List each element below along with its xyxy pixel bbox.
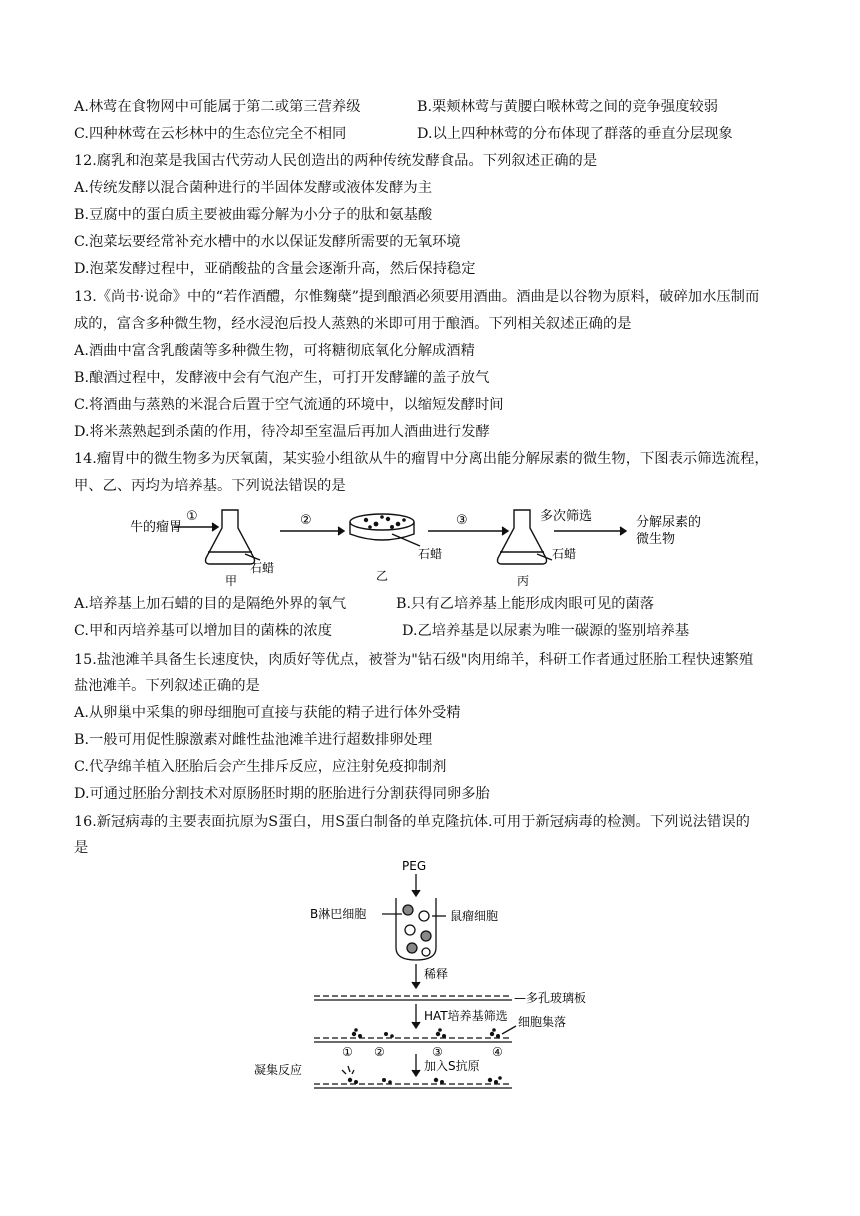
q16-hybridoma-diagram [250, 858, 610, 1098]
q12-option-b: B.豆腐中的蛋白质主要被曲霉分解为小分子的肽和氨基酸 [74, 207, 433, 223]
fig14-wax1: 石蜡 [250, 561, 275, 575]
q13-stem-line2: 成的，富含多种微生物，经水浸泡后投人蒸熟的米即可用于酿酒。下列相关叙述正确的是 [74, 316, 632, 332]
q12-option-c: C.泡菜坛要经常补充水槽中的水以保证发酵所需要的无氧环境 [74, 234, 461, 250]
fig16-agglutination: 凝集反应 [254, 1063, 303, 1077]
fig14-step3: ③ [456, 513, 468, 528]
fig14-multi: 多次筛选 [540, 509, 593, 524]
q15-option-d: D.可通过胚胎分割技术对原肠胚时期的胚胎进行分割获得同卵多胎 [74, 786, 490, 802]
q14-option-c: C.甲和丙培养基可以增加目的菌株的浓度 [74, 623, 333, 639]
q11-option-c: C.四种林莺在云杉林中的生态位完全不相同 [74, 126, 347, 142]
fig16-dilute: 稀释 [424, 967, 449, 981]
q12-option-d: D.泡菜发酵过程中，亚硝酸盐的含量会逐渐升高，然后保持稳定 [74, 261, 476, 277]
fig16-plate: —多孔玻璃板 [514, 991, 587, 1005]
fig16-peg: PEG [402, 859, 427, 873]
fig16-n4: ④ [492, 1045, 503, 1059]
fig14-label-jia: 甲 [225, 574, 238, 588]
fig14-result1: 分解尿素的 [636, 515, 702, 530]
q14-option-d: D.乙培养基是以尿素为唯一碳源的鉴别培养基 [402, 623, 690, 639]
q11-option-a: A.林莺在食物网中可能属于第二或第三营养级 [74, 99, 361, 115]
fig16-myeloma: 鼠瘤细胞 [450, 909, 499, 923]
q14-flow-diagram [130, 500, 730, 590]
flask-jia [206, 510, 255, 564]
q16-stem-line1: 16.新冠病毒的主要表面抗原为S蛋白，用S蛋白制备的单克隆抗体.可用于新冠病毒的检测。下列说法错误的 [74, 814, 750, 830]
fig14-source: 牛的瘤胃 [130, 520, 183, 535]
q15-option-b: B.一般可用促性腺激素对雌性盐池滩羊进行超数排卵处理 [74, 732, 433, 748]
q15-option-c: C.代孕绵羊植入胚胎后会产生排斥反应，应注射免疫抑制剂 [74, 759, 447, 775]
q15-stem-line2: 盐池滩羊。下列叙述正确的是 [74, 678, 260, 694]
fig16-n1: ① [342, 1045, 353, 1059]
q11-option-d: D.以上四种林莺的分布体现了群落的垂直分层现象 [417, 126, 733, 142]
q13-option-c: C.将酒曲与蒸熟的米混合后置于空气流通的环境中，以缩短发酵时间 [74, 397, 504, 413]
q15-option-a: A.从卵巢中采集的卵母细胞可直接与获能的精子进行体外受精 [74, 705, 461, 721]
q13-option-d: D.将米蒸熟起到杀菌的作用，待冷却至室温后再加人酒曲进行发酵 [74, 424, 490, 440]
fig16-b-cell: B淋巴细胞 [310, 907, 367, 921]
fig14-step1: ① [186, 509, 198, 524]
q13-stem-line1: 13.《尚书·说命》中的“若作酒醴，尔惟麴蘖”提到酿酒必须要用酒曲。酒曲是以谷物为原料，破碎加水压制而 [74, 289, 760, 305]
fig14-step2: ② [300, 513, 312, 528]
fig16-hat: HAT培养基筛选 [424, 1009, 508, 1023]
q12-stem: 12.腐乳和泡菜是我国古代劳动人民创造出的两种传统发酵食品。下列叙述正确的是 [74, 153, 598, 169]
q14-option-a: A.培养基上加石蜡的目的是隔绝外界的氧气 [74, 596, 347, 612]
fig14-wax3: 石蜡 [552, 547, 577, 561]
fig16-n3: ③ [432, 1045, 443, 1059]
fig16-add-s: 加入S抗原 [424, 1059, 480, 1073]
q12-option-a: A.传统发酵以混合菌种进行的半固体发酵或液体发酵为主 [74, 180, 432, 196]
fig16-colony: 细胞集落 [518, 1015, 567, 1029]
fig14-label-bing: 丙 [517, 574, 530, 588]
q13-option-a: A.酒曲中富含乳酸菌等多种微生物，可将糖彻底氧化分解成酒精 [74, 343, 475, 359]
fig16-n2: ② [374, 1045, 385, 1059]
q14-option-b: B.只有乙培养基上能形成肉眼可见的菌落 [396, 596, 655, 612]
q16-stem-line2: 是 [74, 840, 89, 856]
fig14-wax2: 石蜡 [418, 547, 443, 561]
fig14-result2: 微生物 [636, 532, 676, 547]
q13-option-b: B.酿酒过程中，发酵液中会有气泡产生，可打开发酵罐的盖子放气 [74, 370, 490, 386]
q15-stem-line1: 15.盐池滩羊具备生长速度快，肉质好等优点，被誉为"钻石级"肉用绵羊，科研工作者通过胚胎工程快速繁殖 [74, 652, 754, 668]
fig14-label-yi: 乙 [376, 569, 389, 583]
q14-stem-line2: 甲、乙、丙均为培养基。下列说法错误的是 [74, 478, 346, 494]
q11-option-b: B.栗颊林莺与黄腰白喉林莺之间的竞争强度较弱 [417, 99, 718, 115]
q14-stem-line1: 14.瘤胃中的微生物多为厌氧菌，某实验小组欲从牛的瘤胃中分离出能分解尿素的微生物，下图表示筛选流程， [74, 451, 769, 467]
